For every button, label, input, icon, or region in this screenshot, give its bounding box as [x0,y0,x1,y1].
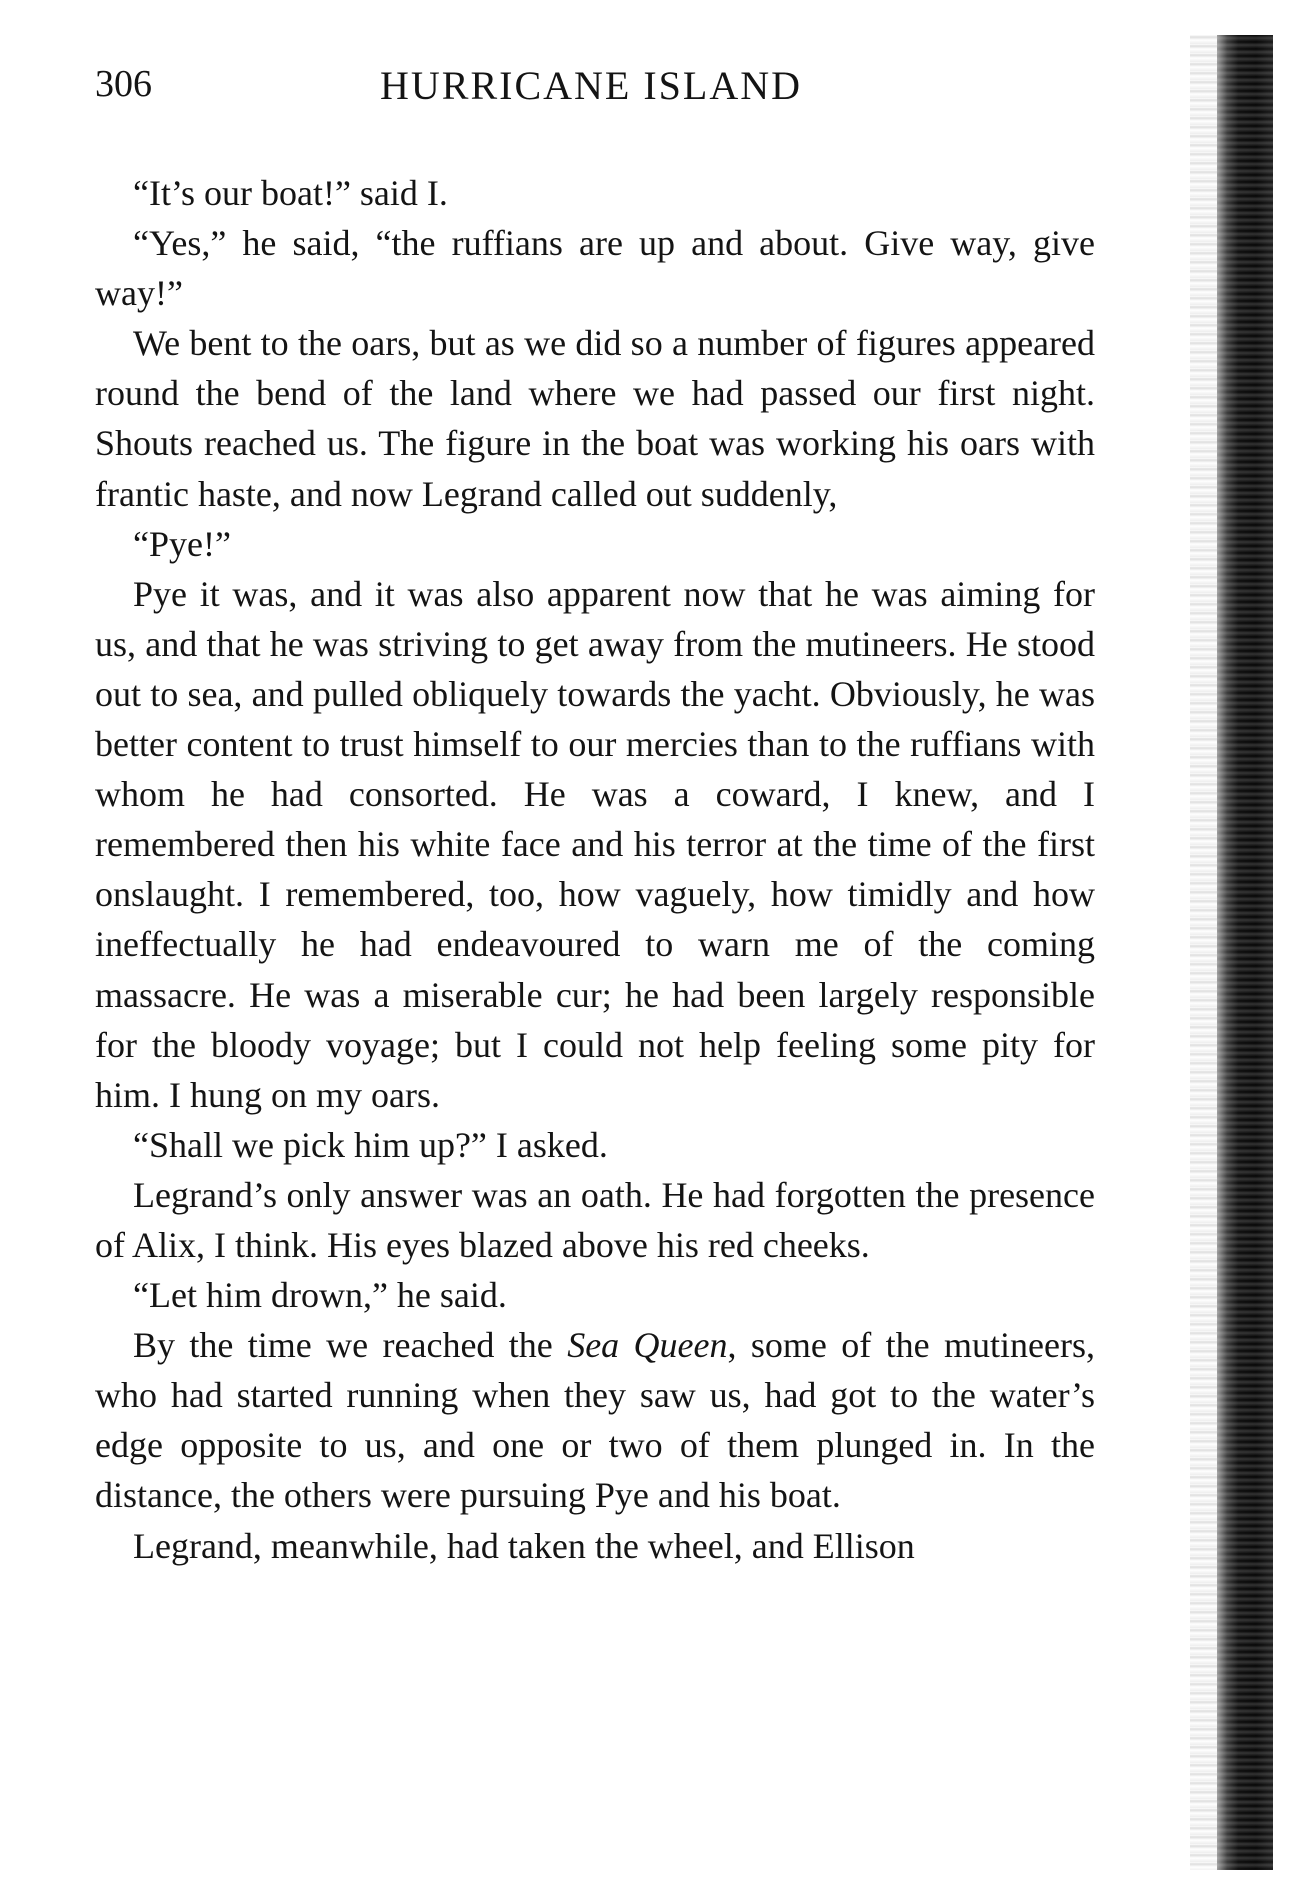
paragraph: “Shall we pick him up?” I asked. [133,1124,608,1165]
scan-edge-shadow [1217,35,1273,1870]
paragraph: Pye it was, and it was also apparent now that he was aiming for us, and that he was striving to get away from the mutineers. He stood out to sea, and pulled obliquely towards the yacht. Obviously, he was better content to trust himself to our mercies than to the ruffians with whom he had consorted. He was a coward, I knew, and I remembered then his white face and his terror at the time of the first onslaught. I remembered, too, how vaguely, how timidly and how ineffectually he had endeavoured to warn me of the coming massacre. He was a miserable cur; he had been largely responsible for the bloody voyage; but I could not help feeling some pity for him. I hung on my oars. [95,573,1095,1115]
paragraph: “Yes,” he said, “the ruffians are up and about. Give way, give way!” [95,223,1095,314]
running-title: HURRICANE ISLAND [380,63,802,108]
paragraph-text: , some of the mutineers, who had started running when they saw us, had got to the water’s edge opposite to us, and one or two of them plunged in. In the distance, the others were pursuing Pye and his boat. [95,1325,1095,1516]
page-number: 306 [95,63,152,105]
paragraph: We bent to the oars, but as we did so a number of figures appeared round the bend of the land where we had passed our first night. Shouts reached us. The figure in the boat was working his oars with frantic haste, and now Legrand called out suddenly, [95,323,1095,514]
scan-shadow-fade [1190,35,1218,1870]
paragraph: Legrand, meanwhile, had taken the wheel, and Ellison [133,1525,915,1566]
page-header [95,62,1095,122]
paragraph: “Pye!” [133,523,231,564]
paragraph: “It’s our boat!” said I. [133,173,448,213]
body-text [95,168,1095,1571]
paragraph [95,1320,1095,1520]
ship-name: Sea Queen [567,1325,728,1366]
paragraph-text: By the time we reached the [133,1325,568,1366]
paragraph: “Let him drown,” he said. [133,1275,507,1316]
paragraph: Legrand’s only answer was an oath. He had forgotten the presence of Alix, I think. His eyes blazed above his red cheeks. [95,1174,1095,1265]
